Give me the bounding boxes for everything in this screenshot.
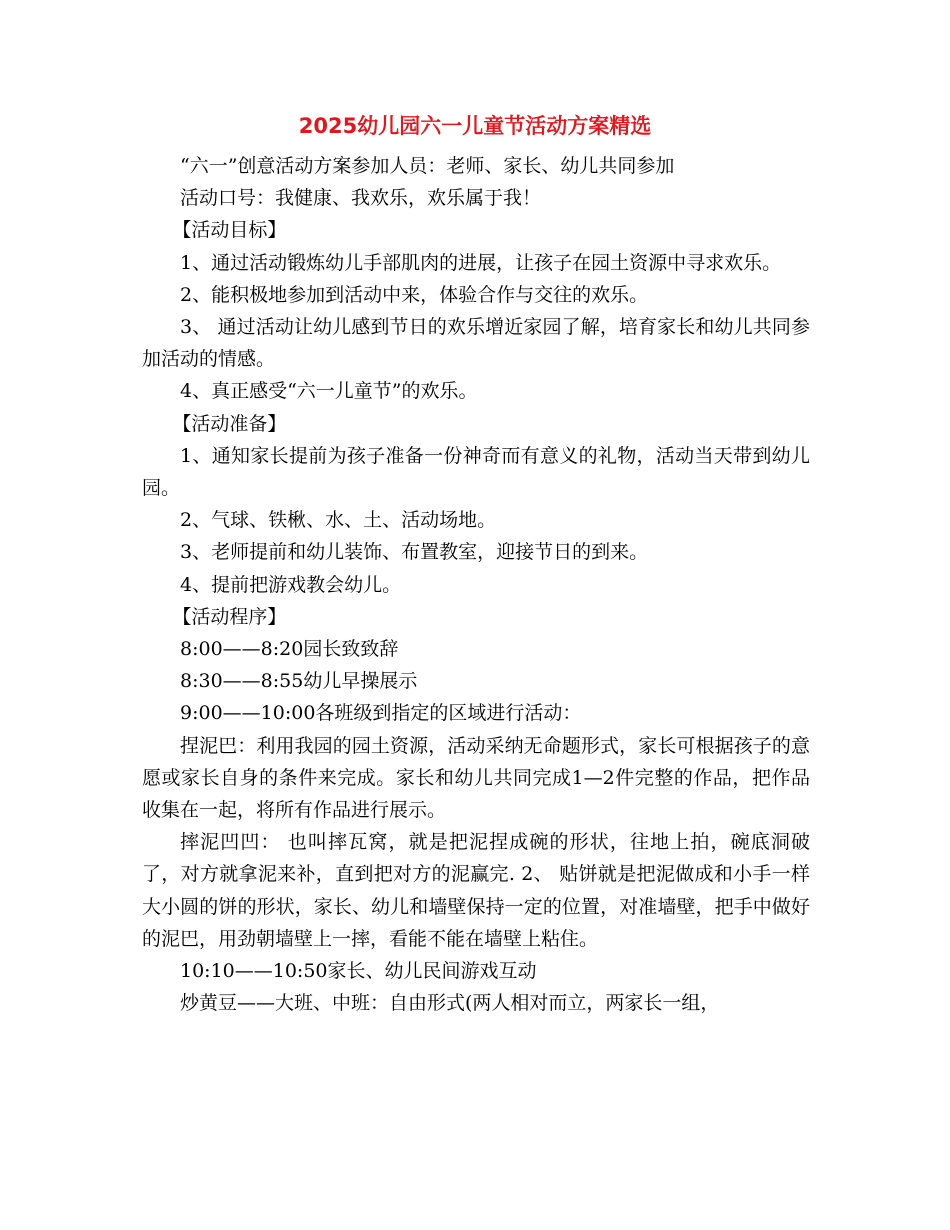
paragraph: 3、老师提前和幼儿装饰、布置教室，迎接节日的到来。 — [180, 541, 649, 564]
paragraph: 捏泥巴：利用我园的园土资源，活动采纳无命题形式，家长可根据孩子的意愿或家长自身的条件来完成。家长和幼儿共同完成1—2件完整的作品，把作品收集在一起，将所有作品进行展示。 — [142, 734, 810, 822]
paragraph: 9:00——10:00各班级到指定的区域进行活动： — [180, 702, 582, 725]
paragraph: 3、 通过活动让幼儿感到节日的欢乐增近家园了解，培育家长和幼儿共同参加活动的情感。 — [142, 316, 810, 371]
paragraph: 活动口号：我健康、我欢乐，欢乐属于我！ — [180, 187, 542, 210]
paragraph: 炒黄豆——大班、中班：自由形式(两人相对而立，两家长一组， — [180, 992, 720, 1015]
section-heading: 【活动程序】 — [172, 605, 287, 628]
paragraph: 1、通知家长提前为孩子准备一份神奇而有意义的礼物，活动当天带到幼儿园。 — [142, 444, 810, 500]
paragraph: 10:10——10:50家长、幼儿民间游戏互动 — [180, 960, 537, 983]
paragraph: 2、能积极地参加到活动中来，体验合作与交往的欢乐。 — [180, 283, 649, 306]
paragraph: 4、真正感受“六一儿童节”的欢乐。 — [180, 380, 478, 403]
document-body — [142, 150, 810, 1019]
paragraph: “六一”创意活动方案参加人员：老师、家长、幼儿共同参加 — [180, 155, 675, 177]
document-title: 2025幼儿园六一儿童节活动方案精选 — [298, 114, 652, 138]
paragraph: 8:30——8:55幼儿早操展示 — [180, 670, 418, 693]
section-heading: 【活动准备】 — [172, 412, 287, 435]
paragraph: 4、提前把游戏教会幼儿。 — [180, 573, 402, 596]
paragraph: 摔泥凹凹： 也叫摔瓦窝，就是把泥捏成碗的形状，往地上拍，碗底洞破了，对方就拿泥来补，直到把对方的泥赢完. 2、 贴饼就是把泥做成和小手一样大小圆的饼的形状，家长、幼儿和墙壁保持一定的位置，对准墙壁，把手中做好的泥巴，用劲朝墙壁上一摔，看能不能在墙壁上粘住。 — [142, 831, 810, 950]
paragraph: 2、气球、铁楸、水、土、活动场地。 — [180, 509, 497, 532]
section-heading: 【活动目标】 — [172, 219, 287, 242]
paragraph: 8:00——8:20园长致致辞 — [180, 638, 399, 661]
paragraph: 1、通过活动锻炼幼儿手部肌肉的进展，让孩子在园土资源中寻求欢乐。 — [180, 251, 782, 274]
